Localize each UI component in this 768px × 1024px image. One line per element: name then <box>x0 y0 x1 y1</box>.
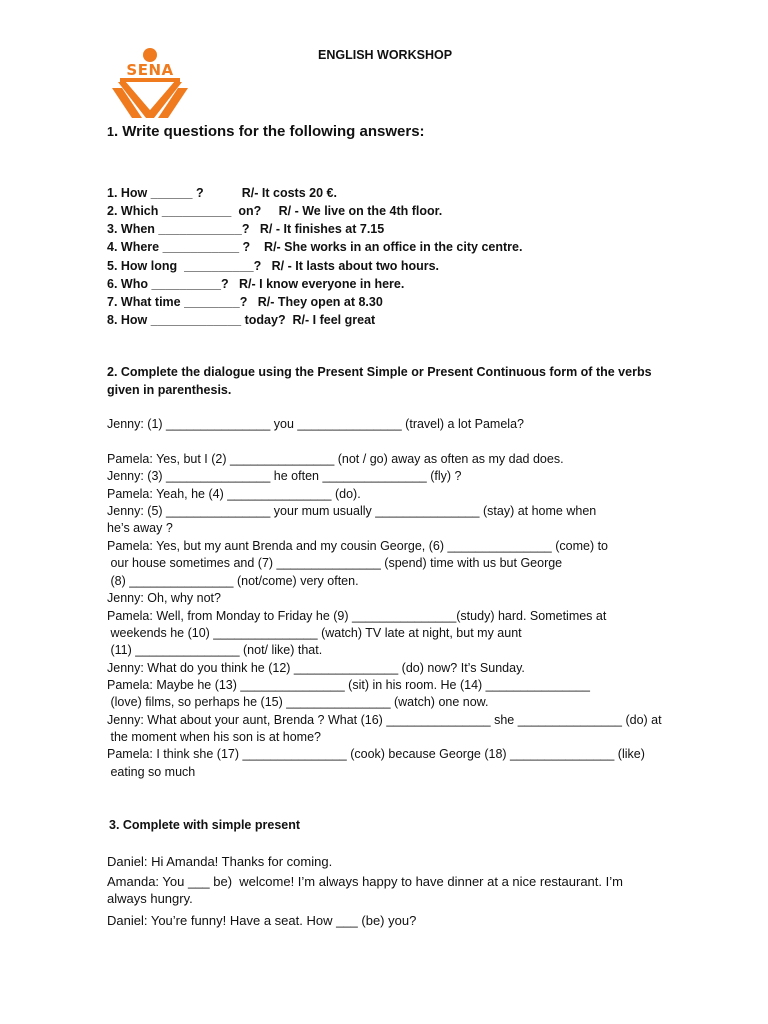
dialogue-line: eating so much <box>107 765 196 779</box>
question-8: 8. How _____________ today? R/- I feel great <box>107 313 376 327</box>
section3-line: Daniel: You’re funny! Have a seat. How ___ (be) you? <box>107 913 417 928</box>
section3-line: Amanda: You ___ be) welcome! I’m always happy to have dinner at a nice restaurant. I’m <box>107 874 623 889</box>
section3-title: 3. Complete with simple present <box>109 818 301 832</box>
dialogue-line: Pamela: Well, from Monday to Friday he (9) _______________(study) hard. Sometimes at <box>107 609 607 623</box>
section2-title: 2. Complete the dialogue using the Present Simple or Present Continuous form of the verbs given in parenthesis. <box>107 365 652 397</box>
dialogue-line: Pamela: Yeah, he (4) _______________ (do). <box>107 487 361 501</box>
dialogue-line: Jenny: What about your aunt, Brenda ? What (16) _______________ she _______________ (do) at <box>107 713 662 727</box>
dialogue-line: (11) _______________ (not/ like) that. <box>107 643 323 657</box>
section3-line: always hungry. <box>107 891 193 906</box>
dialogue-line: weekends he (10) _______________ (watch) TV late at night, but my aunt <box>107 626 522 640</box>
question-6: 6. Who __________? R/- I know everyone in here. <box>107 277 405 291</box>
dialogue-line: our house sometimes and (7) _______________ (spend) time with us but George <box>107 556 563 570</box>
dialogue-line: (love) films, so perhaps he (15) _______________ (watch) one now. <box>107 695 489 709</box>
page-title: ENGLISH WORKSHOP <box>318 48 453 62</box>
dialogue-line: Jenny: (5) _______________ your mum usually _______________ (stay) at home when <box>107 504 597 518</box>
question-3: 3. When ____________? R/ - It finishes at 7.15 <box>107 222 385 236</box>
dialogue-line: Jenny: (1) _______________ you _______________ (travel) a lot Pamela? <box>107 417 524 431</box>
question-2: 2. Which __________ on? R/ - We live on the 4th floor. <box>107 204 443 218</box>
logo-text: SENA <box>126 61 174 79</box>
section1-heading <box>107 123 425 140</box>
sena-logo <box>112 48 188 120</box>
question-1: 1. How ______ ? R/- It costs 20 €. <box>107 186 337 200</box>
dialogue-line: Pamela: Yes, but my aunt Brenda and my cousin George, (6) _______________ (come) to <box>107 539 609 553</box>
dialogue-line: the moment when his son is at home? <box>107 730 322 744</box>
dialogue-line: Jenny: (3) _______________ he often _______________ (fly) ? <box>107 469 462 483</box>
question-4: 4. Where ___________ ? R/- She works in an office in the city centre. <box>107 240 523 254</box>
dialogue-line: (8) _______________ (not/come) very often. <box>107 574 359 588</box>
question-7: 7. What time ________? R/- They open at 8.30 <box>107 295 383 309</box>
dialogue-line: Pamela: Maybe he (13) _______________ (sit) in his room. He (14) _______________ <box>107 678 590 692</box>
section1-number: 1 <box>107 125 114 139</box>
question-5: 5. How long __________? R/ - It lasts about two hours. <box>107 259 440 273</box>
sena-logo-icon <box>112 48 188 120</box>
dialogue-line: Pamela: I think she (17) _______________ (cook) because George (18) _______________ (like) <box>107 747 645 761</box>
dialogue-line: he’s away ? <box>107 521 173 535</box>
dialogue-line: Jenny: Oh, why not? <box>107 591 221 605</box>
dialogue-line: Jenny: What do you think he (12) _______________ (do) now? It’s Sunday. <box>107 661 525 675</box>
section1-title: . Write questions for the following answers: <box>113 123 425 140</box>
dialogue-line: Pamela: Yes, but I (2) _______________ (not / go) away as often as my dad does. <box>107 452 564 466</box>
section3-line: Daniel: Hi Amanda! Thanks for coming. <box>107 854 333 869</box>
